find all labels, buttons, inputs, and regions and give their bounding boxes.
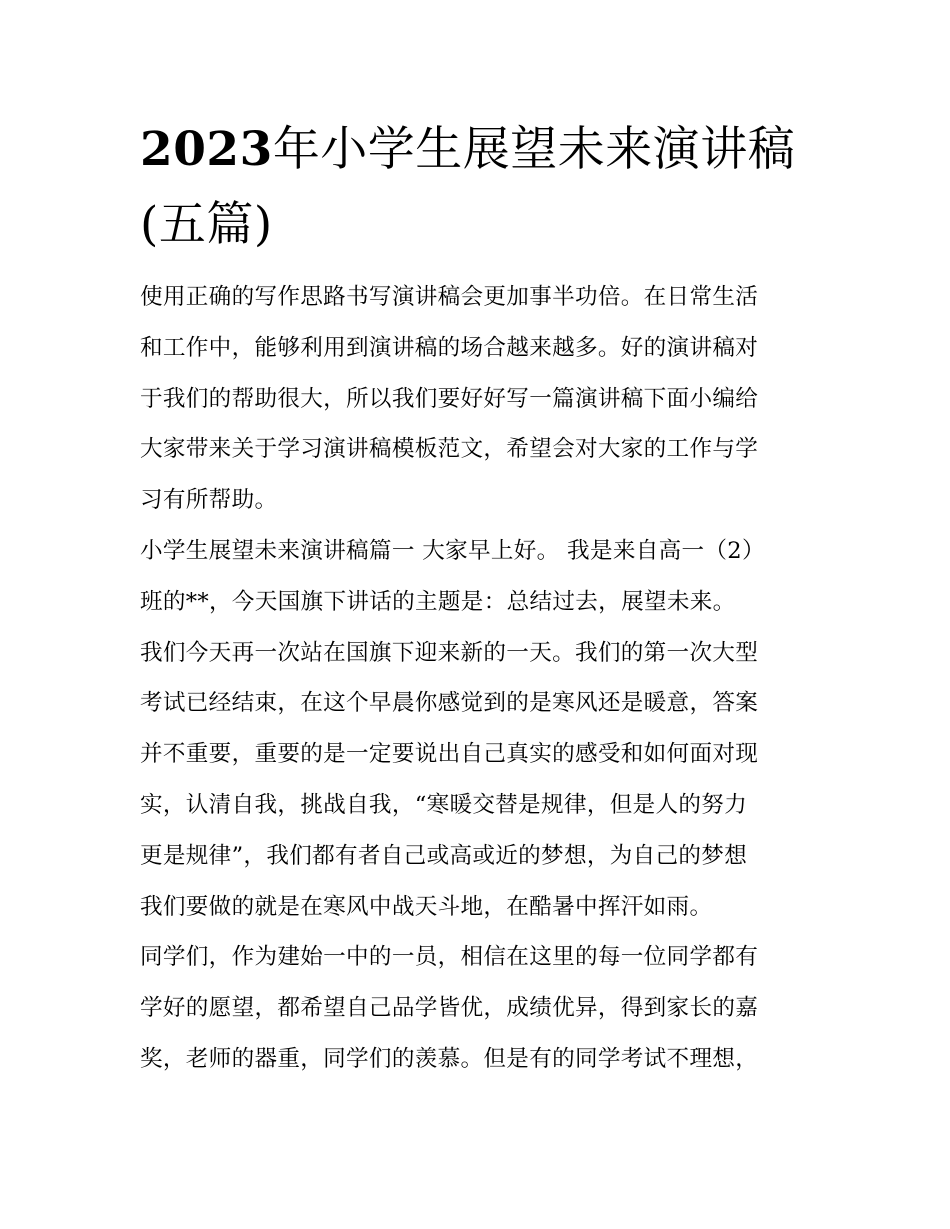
text-line: 更是规律”，我们都有者自己或高或近的梦想，为自己的梦想	[140, 842, 748, 869]
document-content	[140, 112, 820, 1085]
paragraph-body-2	[140, 932, 820, 1084]
paragraph-greeting	[140, 526, 820, 628]
text-line: 同学们，作为建始一中的一员，相信在这里的每一位同学都有	[140, 944, 759, 971]
title-text: 年小学生展望未来演讲稿	[272, 122, 796, 177]
title-year: 2023	[140, 122, 273, 177]
title-line-1	[140, 112, 820, 187]
text-line: 小学生展望未来演讲稿篇一 大家早上好。 我是来自高一（2）	[140, 537, 765, 564]
title-line-2: (五篇)	[140, 197, 273, 252]
text-line: 考试已经结束，在这个早晨你感觉到的是寒风还是暖意，答案	[140, 690, 759, 717]
text-line: 和工作中，能够利用到演讲稿的场合越来越多。好的演讲稿对	[140, 334, 759, 361]
text-line: 大家带来关于学习演讲稿模板范文，希望会对大家的工作与学	[140, 436, 759, 463]
text-line: 使用正确的写作思路书写演讲稿会更加事半功倍。在日常生活	[140, 284, 759, 310]
paragraph-intro	[140, 272, 820, 526]
text-line: 学好的愿望，都希望自己品学皆优，成绩优异，得到家长的嘉	[140, 995, 759, 1022]
text-line: 实，认清自我，挑战自我，“寒暖交替是规律，但是人的努力	[140, 791, 748, 818]
text-line: 奖，老师的器重，同学们的羡慕。但是有的同学考试不理想，	[140, 1045, 759, 1072]
document-title	[140, 112, 820, 262]
text-line: 并不重要，重要的是一定要说出自己真实的感受和如何面对现	[140, 741, 759, 768]
document-body	[140, 272, 820, 1085]
text-line: 班的**，今天国旗下讲话的主题是：总结过去，展望未来。	[140, 588, 736, 615]
text-line: 于我们的帮助很大，所以我们要好好写一篇演讲稿下面小编给	[140, 385, 759, 412]
text-line: 我们今天再一次站在国旗下迎来新的一天。我们的第一次大型	[140, 639, 759, 666]
text-line: 习有所帮助。	[140, 487, 278, 514]
text-line: 我们要做的就是在寒风中战天斗地，在酷暑中挥汗如雨。	[140, 893, 713, 920]
paragraph-body-1	[140, 628, 820, 933]
